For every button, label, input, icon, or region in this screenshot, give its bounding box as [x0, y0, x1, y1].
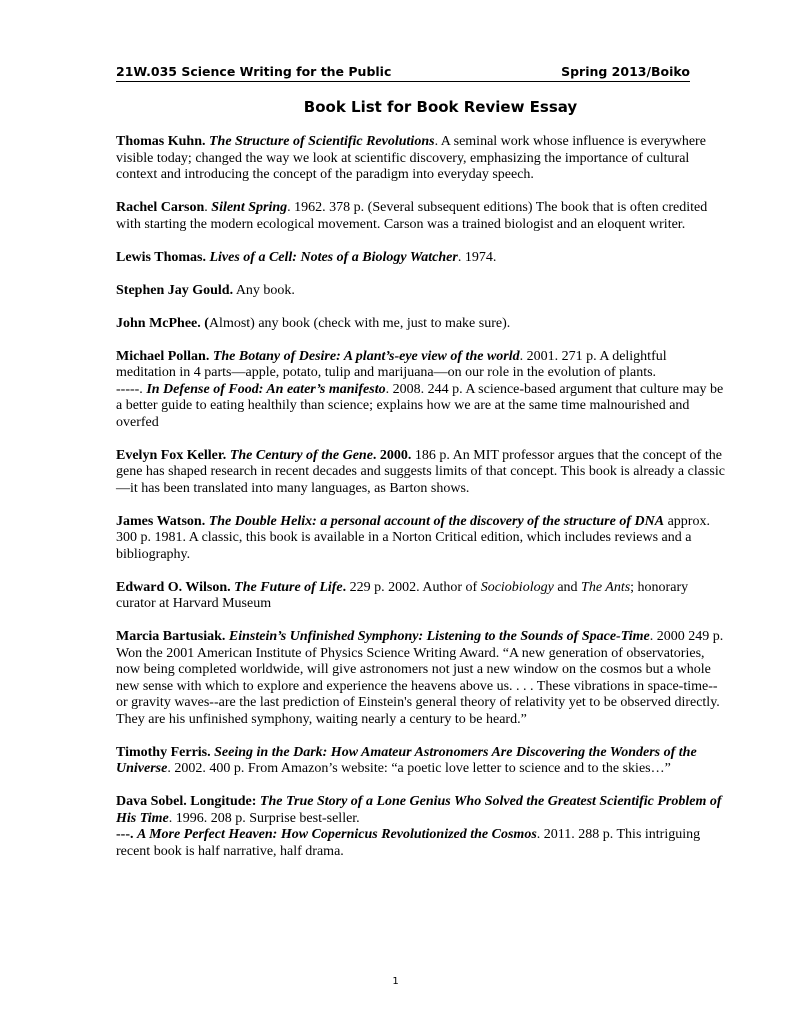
entry-title: Einstein’s Unfinished Symphony: Listening to the Sounds of Space-Time: [228, 629, 650, 644]
entry-author: Timothy Ferris.: [116, 744, 211, 760]
entry-author: Edward O. Wilson.: [116, 579, 231, 595]
entry-title: The Structure of Scientific Revolutions: [208, 134, 435, 149]
entry-author: Stephen Jay Gould.: [116, 282, 234, 298]
book-entry-watson: [116, 514, 728, 564]
book-entry-keller: [116, 448, 728, 498]
book-entry-sobel: [116, 794, 728, 827]
entry-title: The Future of Life: [234, 579, 343, 595]
entry-description: . 2000 249 p. Won the 2001 American Institute of Physics Science Writing Award. “A new generation of observatories, now being completed worldwide, will give astronomers not just a new window on the cosmos but a whole new sense with which to explore and experience the heavens above us. . . . These vibrations in space-time--or gravity waves--are the last prediction of Einstein's general theory of relativity yet to be observed directly. They are his unfinished symphony, waiting nearly a century to be heard.”: [116, 629, 724, 727]
entry-title: The Double Helix: a personal account of the discovery of the structure of DNA: [208, 513, 665, 529]
entry-description: Any book.: [233, 282, 295, 298]
book-entry-thomas: [116, 250, 728, 267]
entry-ditto: ---.: [116, 827, 137, 842]
entry-punct: .: [342, 579, 347, 595]
book-entry-ferris: [116, 745, 728, 778]
book-list: [116, 134, 728, 860]
entry-connector: and: [553, 579, 582, 595]
entry-other-title: The Ants: [581, 579, 631, 595]
entry-author: Evelyn Fox Keller.: [116, 447, 227, 463]
book-entry-pollan: [116, 349, 728, 382]
entry-other-title: Sociobiology: [480, 579, 554, 595]
entry-title: A More Perfect Heaven: How Copernicus Revolutionized the Cosmos: [137, 827, 537, 842]
entry-author: Thomas Kuhn.: [116, 134, 206, 149]
entry-separator: .: [204, 200, 212, 215]
entry-author: Lewis Thomas.: [116, 249, 206, 265]
entry-ditto: -----.: [116, 381, 147, 397]
entry-title: In Defense of Food: An eater’s manifesto: [146, 381, 386, 397]
entry-description: . 1974.: [457, 249, 497, 265]
term-author: Spring 2013/Boiko: [561, 64, 690, 79]
running-header: [116, 64, 690, 82]
entry-description: . 1962. 378 p. (Several subsequent editions) The book that is often credited with starting the modern ecological movement. Carson was a trained biologist and an eloquent writer.: [116, 200, 708, 232]
entry-description: approx. 300 p. 1981. A classic, this book is available in a Norton Critical edition, which includes reviews and a bibliography.: [116, 513, 710, 562]
entry-description: Almost) any book (check with me, just to make sure).: [208, 315, 511, 331]
entry-author: John McPhee. (: [116, 315, 209, 331]
entry-description: . 2002. 400 p. From Amazon’s website: “a poetic love letter to science and to the skies…”: [167, 761, 671, 776]
entry-description: . 2011. 288 p. This intriguing recent book is half narrative, half drama.: [116, 827, 701, 859]
entry-description: . 2008. 244 p. A science-based argument that culture may be a better guide to eating healthily than science; explains how we are at the same time malnourished and overfed: [116, 381, 724, 430]
entry-author: James Watson.: [116, 513, 206, 529]
page-title: Book List for Book Review Essay: [303, 98, 578, 116]
book-entry-kuhn: [116, 134, 728, 184]
page-number: 1: [392, 976, 399, 987]
book-entry-sobel-2: [116, 827, 728, 860]
entry-title: The Botany of Desire: A plant’s-eye view of the world: [212, 348, 520, 364]
entry-description: . A seminal work whose influence is everywhere visible today; changed the way we look at scientific discovery, emphasizing the importance of cultural context and introducing the concept of the paradigm into everyday speech.: [116, 134, 706, 182]
entry-author: Rachel Carson: [116, 200, 205, 215]
entry-year: . 2000.: [372, 447, 412, 463]
entry-description: . 1996. 208 p. Surprise best-seller.: [168, 810, 360, 826]
entry-title: Silent Spring: [211, 200, 288, 215]
book-entry-wilson: [116, 580, 728, 613]
entry-author: Marcia Bartusiak.: [116, 629, 226, 644]
entry-author: Dava Sobel. Longitude:: [116, 794, 257, 809]
entry-title: The Century of the Gene: [229, 447, 373, 463]
course-title: 21W.035 Science Writing for the Public: [116, 64, 392, 79]
entry-description: 229 p. 2002. Author of: [346, 579, 481, 595]
book-entry-gould: [116, 283, 728, 300]
book-entry-bartusiak: [116, 629, 728, 728]
book-entry-pollan-2: [116, 382, 728, 432]
entry-description: 186 p. An MIT professor argues that the concept of the gene has shaped research in recent decades and suggests limits of that concept. This book is already a classic—it has been translated into many languages, as Barton shows.: [116, 447, 725, 496]
entry-title: Lives of a Cell: Notes of a Biology Watcher: [209, 249, 458, 265]
book-entry-carson: [116, 200, 728, 233]
entry-title: The True Story of a Lone Genius Who Solved the Greatest Scientific Problem of His Time: [116, 794, 722, 826]
entry-title: Seeing in the Dark: How Amateur Astronomers Are Discovering the Wonders of the Universe: [116, 744, 697, 776]
book-entry-mcphee: [116, 316, 728, 333]
entry-description-end: ; honorary curator at Harvard Museum: [116, 579, 689, 611]
entry-description: . 2001. 271 p. A delightful meditation in 4 parts—apple, potato, tulip and marijuana—on our role in the evolution of plants.: [116, 348, 667, 380]
entry-author: Michael Pollan.: [116, 348, 210, 364]
